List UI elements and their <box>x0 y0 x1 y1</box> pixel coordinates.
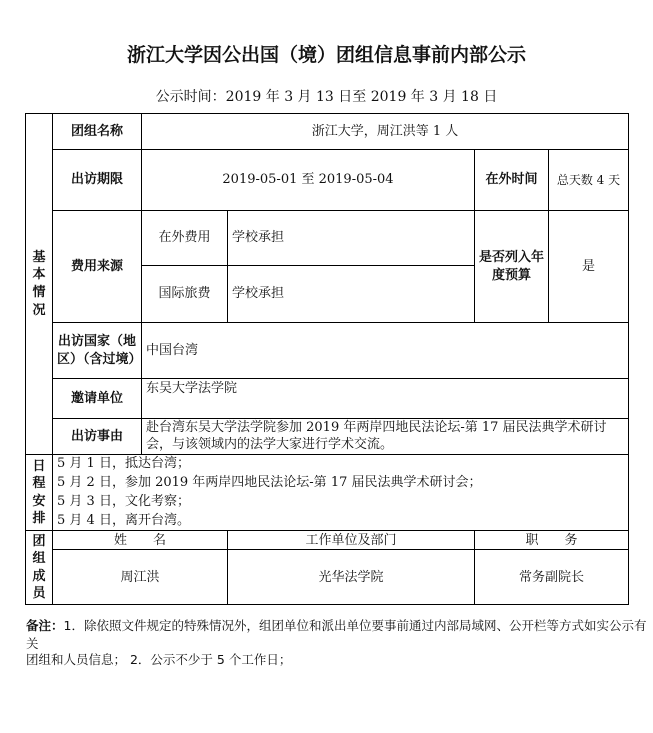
note-text-1: 1．除依照文件规定的特殊情况外，组团单位和派出单位要事前通过内部局域网、公开栏等方式如实公示有关 <box>26 618 647 651</box>
basic-section-label: 基 本 情 况 <box>26 114 53 455</box>
budget-value: 是 <box>549 211 629 323</box>
note-line-2 <box>26 650 291 668</box>
member-title-header: 职 务 <box>475 531 629 550</box>
members-section-label: 团 组 成 员 <box>26 531 53 605</box>
period-value: 2019-05-01 至 2019-05-04 <box>142 150 475 211</box>
member-title: 常务副院长 <box>475 550 629 605</box>
member-unit-header: 工作单位及部门 <box>228 531 475 550</box>
inviter-label: 邀请单位 <box>53 379 142 419</box>
abroad-fee-value: 学校承担 <box>228 211 475 266</box>
inviter-value: 东吴大学法学院 <box>142 379 629 419</box>
intl-travel-value: 学校承担 <box>228 266 475 323</box>
group-name-label: 团组名称 <box>53 114 142 150</box>
schedule-item: 5 月 3 日，文化考察； <box>57 493 190 509</box>
country-label: 出访国家（地区）（含过境） <box>53 323 142 379</box>
note-text-2: 团组和人员信息； 2．公示不少于 5 个工作日； <box>26 652 292 667</box>
note-line-1 <box>26 616 653 652</box>
abroad-time-label: 在外时间 <box>475 150 549 211</box>
member-unit: 光华法学院 <box>228 550 475 605</box>
member-row <box>26 550 629 605</box>
info-table <box>25 113 629 605</box>
members-header-row <box>26 531 629 550</box>
period-row <box>26 150 629 211</box>
abroad-time-value: 总天数 4 天 <box>549 150 629 211</box>
member-name-header: 姓 名 <box>53 531 228 550</box>
schedule-item: 5 月 4 日，离开台湾。 <box>57 512 190 528</box>
inviter-row <box>26 379 629 419</box>
member-name: 周江洪 <box>53 550 228 605</box>
schedule-list <box>53 455 629 531</box>
period-label: 出访期限 <box>53 150 142 211</box>
budget-label: 是否列入年度预算 <box>475 211 549 323</box>
note-prefix: 备注： <box>26 618 64 633</box>
fee-source-label: 费用来源 <box>53 211 142 323</box>
group-name-value: 浙江大学，周江洪等 1 人 <box>142 114 629 150</box>
intl-travel-label: 国际旅费 <box>142 266 228 323</box>
reason-row <box>26 419 629 455</box>
abroad-fee-label: 在外费用 <box>142 211 228 266</box>
reason-label: 出访事由 <box>53 419 142 455</box>
schedule-item: 5 月 1 日，抵达台湾； <box>57 456 190 471</box>
page-title: 浙江大学因公出国（境）团组信息事前内部公示 <box>126 44 526 66</box>
publicity-period: 公示时间：2019 年 3 月 13 日至 2019 年 3 月 18 日 <box>155 89 498 105</box>
abroad-fee-row <box>26 211 629 266</box>
group-name-row <box>26 114 629 150</box>
reason-value: 赴台湾东吴大学法学院参加 2019 年两岸四地民法论坛-第 17 届民法典学术研讨会，与该领域内的法学大家进行学术交流。 <box>142 419 629 455</box>
schedule-section-label: 日 程 安 排 <box>26 455 53 531</box>
schedule-item: 5 月 2 日，参加 2019 年两岸四地民法论坛-第 17 届民法典学术研讨会； <box>57 474 482 490</box>
country-row <box>26 323 629 379</box>
country-value: 中国台湾 <box>142 323 629 379</box>
schedule-row <box>26 455 629 531</box>
